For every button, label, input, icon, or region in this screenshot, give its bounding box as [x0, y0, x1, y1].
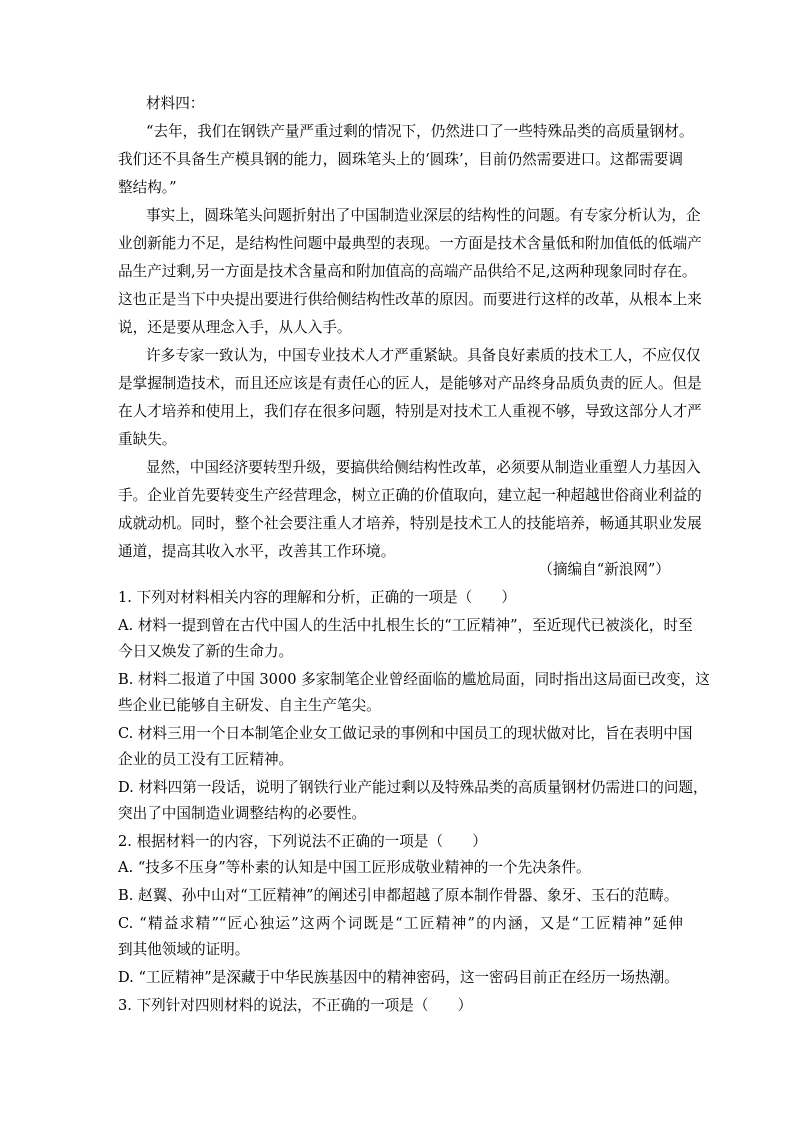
- quote-line: “去年，我们在钢铁产量严重过剩的情况下，仍然进口了一些特殊品类的高质量钢材。: [146, 123, 694, 140]
- paragraph-line: 重缺失。: [118, 431, 177, 448]
- paragraph-line: 显然，中国经济要转型升级，要搞供给侧结构性改革，必须要从制造业重塑人力基因入: [146, 459, 701, 476]
- material-heading: 材料四：: [146, 95, 205, 112]
- paragraph-line: 手。企业首先要转变生产经营理念，树立正确的价值取向，建立起一种超越世俗商业利益的: [118, 487, 702, 504]
- source-citation: （摘编自“新浪网”）: [538, 561, 670, 578]
- paragraph-line: 在人才培养和使用上，我们存在很多问题，特别是对技术工人重视不够，导致这部分人才严: [118, 403, 702, 420]
- option-d: D. “工匠精神”是深藏于中华民族基因中的精神密码，这一密码目前正在经历一场热潮。: [118, 969, 679, 986]
- paragraph-line: 品生产过剩,另一方面是技术含量高和附加值高的高端产品供给不足,这两种现象同时存在。: [118, 263, 697, 280]
- paragraph-line: 业创新能力不足，是结构性问题中最典型的表现。一方面是技术含量低和附加值低的低端产: [118, 235, 702, 252]
- paragraph-line: 成就动机。同时，整个社会要注重人才培养，特别是技术工人的技能培养，畅通其职业发展: [118, 515, 702, 532]
- option-b: B. 材料二报道了中国 3000 多家制笔企业曾经面临的尴尬局面，同时指出这局面已改变，这: [118, 671, 710, 688]
- question-stem: 3. 下列针对四则材料的说法，不正确的一项是（ ）: [118, 997, 473, 1014]
- option-a-cont: 今日又焕发了新的生命力。: [118, 643, 294, 660]
- question-stem: 1. 下列对材料相关内容的理解和分析，正确的一项是（ ）: [118, 589, 517, 606]
- option-c: C. “精益求精”“匠心独运”这两个词既是“工匠精神”的内涵，又是“工匠精神”延伸: [118, 915, 683, 932]
- paragraph-line: 事实上，圆珠笔头问题折射出了中国制造业深层的结构性的问题。有专家分析认为，企: [146, 207, 701, 224]
- option-d: D. 材料四第一段话，说明了钢铁行业产能过剩以及特殊品类的高质量钢材仍需进口的问题，: [118, 779, 708, 796]
- option-a: A. “技多不压身”等朴素的认知是中国工匠形成敬业精神的一个先决条件。: [118, 859, 591, 876]
- question-stem: 2. 根据材料一的内容，下列说法不正确的一项是（ ）: [118, 833, 487, 850]
- paragraph-line: 是掌握制造技术，而且还应该是有责任心的匠人，是能够对产品终身品质负责的匠人。但是: [118, 375, 702, 392]
- paragraph-line: 许多专家一致认为，中国专业技术人才严重紧缺。具备良好素质的技术工人，不应仅仅: [146, 347, 701, 364]
- paragraph-line: 通道，提高其收入水平，改善其工作环境。: [118, 543, 396, 560]
- option-c-cont: 企业的员工没有工匠精神。: [118, 751, 294, 768]
- option-c-cont: 到其他领域的证明。: [118, 941, 250, 958]
- option-d-cont: 突出了中国制造业调整结构的必要性。: [118, 805, 367, 822]
- quote-line: 整结构。”: [118, 179, 177, 196]
- option-b: B. 赵翼、孙中山对“工匠精神”的阐述引申都超越了原本制作骨器、象牙、玉石的范畴。: [118, 887, 679, 904]
- paragraph-line: 这也正是当下中央提出要进行供给侧结构性改革的原因。而要进行这样的改革，从根本上来: [118, 291, 702, 308]
- quote-line: 我们还不具备生产模具钢的能力，圆珠笔头上的‘圆珠’，目前仍然需要进口。这都需要调: [118, 151, 683, 168]
- option-c: C. 材料三用一个日本制笔企业女工做记录的事例和中国员工的现状做对比，旨在表明中国: [118, 725, 693, 742]
- option-a: A. 材料一提到曾在古代中国人的生活中扎根生长的“工匠精神”，至近现代已被淡化，时至: [118, 617, 693, 634]
- option-b-cont: 些企业已能够自主研发、自主生产笔尖。: [118, 697, 381, 714]
- paragraph-line: 说，还是要从理念入手，从人入手。: [118, 319, 352, 336]
